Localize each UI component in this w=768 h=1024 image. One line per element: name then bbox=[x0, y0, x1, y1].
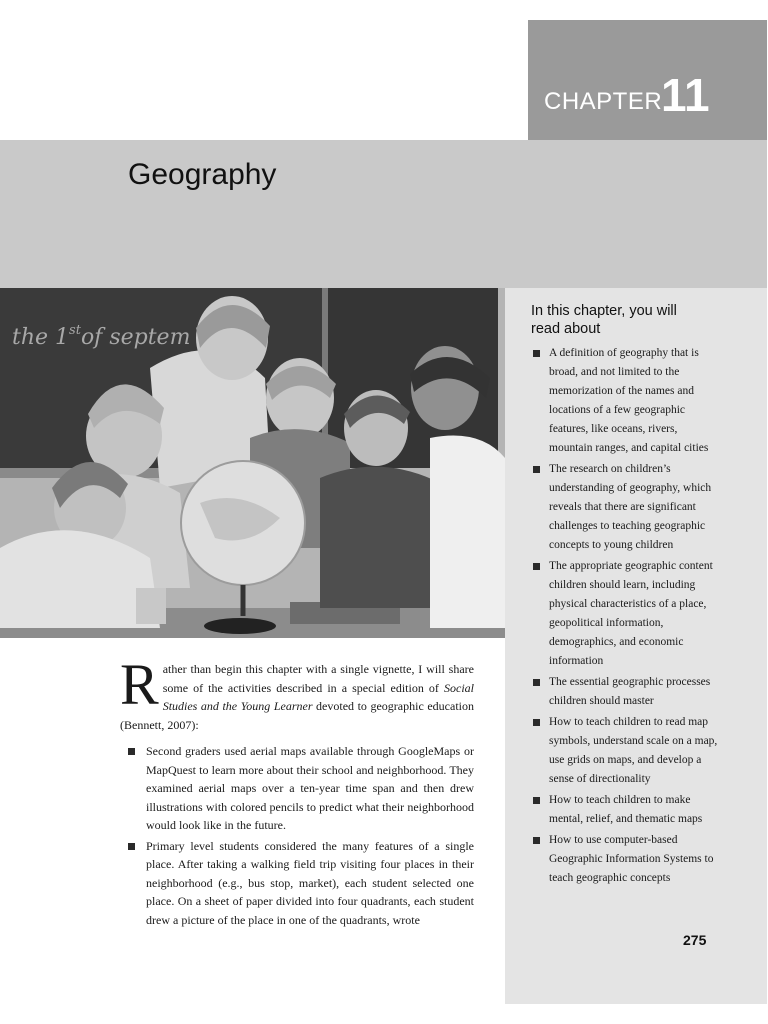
intro-paragraph: Rather than begin this chapter with a single vignette, I will share some of the activities described in a special edition of Social Studies and the Young Learner devoted to geographic education (Bennett, 2007): bbox=[120, 652, 474, 732]
body-text bbox=[120, 652, 474, 931]
square-bullet-icon bbox=[533, 837, 540, 844]
classroom-photo bbox=[0, 288, 505, 638]
pencil-cup bbox=[136, 588, 166, 624]
list-item: How to use computer-based Geographic Information Systems to teach geographic concepts bbox=[531, 831, 721, 888]
chapter-objectives-sidebar bbox=[505, 288, 767, 1004]
list-item: How to teach children to make mental, relief, and thematic maps bbox=[531, 791, 721, 829]
journal-title: Social Studies and the Young Learner bbox=[162, 680, 474, 713]
activities-list bbox=[120, 742, 474, 929]
girl-right-body bbox=[430, 436, 505, 629]
objectives-list bbox=[531, 344, 721, 890]
square-bullet-icon bbox=[533, 719, 540, 726]
list-item: The essential geographic processes children should master bbox=[531, 673, 721, 711]
list-item: How to teach children to read map symbols, understand scale on a map, use grids on maps, and develop a sense of directionality bbox=[531, 713, 721, 789]
list-item: The research on children’s understanding of geography, which reveals that there are significant challenges to teaching geographic concepts to young children bbox=[531, 460, 721, 555]
list-item: A definition of geography that is broad, and not limited to the memorization of the names and locations of a few geographic features, like oceans, rivers, mountain ranges, and capital cities bbox=[531, 344, 721, 458]
sidebar-heading: In this chapter, you will read about bbox=[531, 303, 677, 337]
square-bullet-icon bbox=[533, 679, 540, 686]
square-bullet-icon bbox=[128, 843, 135, 850]
chapter-header-box bbox=[528, 20, 767, 140]
chalkboard-writing: the 1stof septem bbox=[12, 323, 191, 350]
square-bullet-icon bbox=[533, 466, 540, 473]
chapter-label: CHAPTER bbox=[544, 88, 663, 115]
page-title: Geography bbox=[128, 158, 277, 191]
chapter-number: 11 bbox=[661, 69, 710, 121]
list-item: The appropriate geographic content children should learn, including physical characteristics of a place, geopolitical information, demographics, and economic information bbox=[531, 557, 721, 671]
square-bullet-icon bbox=[533, 350, 540, 357]
page-number: 275 bbox=[683, 932, 707, 948]
classroom-photo-illustration bbox=[0, 288, 505, 638]
title-band bbox=[0, 140, 767, 288]
drop-cap: R bbox=[120, 652, 159, 717]
list-item: Primary level students considered the many features of a single place. After taking a walking field trip visiting four places in their neighborhood (e.g., bus stop, market), each student selected one place. On a sheet of paper divided into four quadrants, each student drew a picture of the place in one of the quadrants, wrote bbox=[120, 837, 474, 930]
list-item: Second graders used aerial maps available through GoogleMaps or MapQuest to learn more about their school and neighborhood. They examined aerial maps over a ten-year time span and then drew illustrations with colored pencils to predict what their neighborhood would look like in the future. bbox=[120, 742, 474, 835]
globe-stand bbox=[204, 618, 276, 634]
square-bullet-icon bbox=[533, 563, 540, 570]
square-bullet-icon bbox=[128, 748, 135, 755]
square-bullet-icon bbox=[533, 797, 540, 804]
